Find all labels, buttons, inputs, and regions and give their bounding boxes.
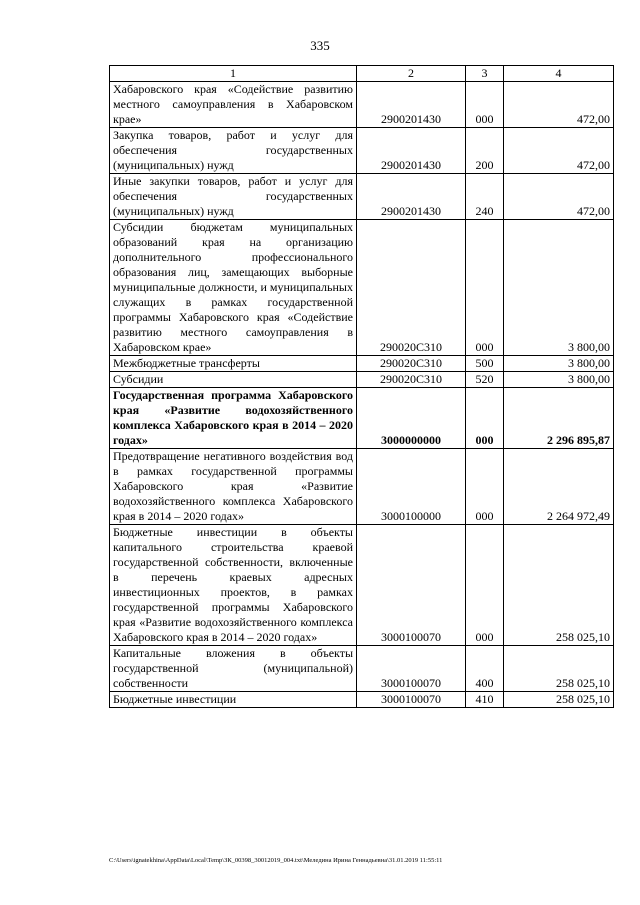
- row-amount: 2 296 895,87: [504, 388, 614, 449]
- row-amount: 258 025,10: [504, 692, 614, 708]
- budget-table: [109, 65, 614, 708]
- table-row: [110, 525, 614, 646]
- row-amount: 3 800,00: [504, 220, 614, 356]
- row-code: 2900201430: [357, 82, 466, 128]
- row-type: 200: [466, 128, 504, 174]
- row-code: 3000000000: [357, 388, 466, 449]
- header-col-2: 2: [357, 66, 466, 82]
- header-col-1: 1: [110, 66, 357, 82]
- row-amount: 472,00: [504, 82, 614, 128]
- table-row-program: [110, 388, 614, 449]
- table-row: [110, 356, 614, 372]
- row-amount: 258 025,10: [504, 646, 614, 692]
- row-amount: 472,00: [504, 174, 614, 220]
- row-name: Предотвращение негативного воздействия вод в рамках государственной программы Хабаровского края «Развитие водохозяйственного комплекса Хабаровского края в 2014 – 2020 годах»: [110, 449, 357, 525]
- row-name: Бюджетные инвестиции: [110, 692, 357, 708]
- row-name: Хабаровского края «Содействие развитию местного самоуправления в Хабаровском крае»: [110, 82, 357, 128]
- row-type: 240: [466, 174, 504, 220]
- row-amount: 3 800,00: [504, 372, 614, 388]
- row-code: 2900201430: [357, 174, 466, 220]
- row-name: Капитальные вложения в объекты государственной (муниципальной) собственности: [110, 646, 357, 692]
- table-row: [110, 372, 614, 388]
- row-code: 290020С310: [357, 372, 466, 388]
- table-row: [110, 449, 614, 525]
- row-type: 000: [466, 449, 504, 525]
- row-code: 3000100000: [357, 449, 466, 525]
- table-header-row: [110, 66, 614, 82]
- footer-file-path: C:\Users\ignatekhina\AppData\Local\Temp\ЗК_00398_30012019_004.txt\Меледина Ирина Геннадьевна\31.01.2019 11:55:11: [109, 857, 443, 864]
- table-row: [110, 646, 614, 692]
- page-number: 335: [310, 38, 330, 53]
- row-type: 400: [466, 646, 504, 692]
- row-code: 290020С310: [357, 220, 466, 356]
- row-code: 290020С310: [357, 356, 466, 372]
- table-row: [110, 692, 614, 708]
- row-code: 3000100070: [357, 525, 466, 646]
- row-name: Межбюджетные трансферты: [110, 356, 357, 372]
- row-type: 000: [466, 388, 504, 449]
- row-amount: 3 800,00: [504, 356, 614, 372]
- table-row: [110, 128, 614, 174]
- row-type: 520: [466, 372, 504, 388]
- row-type: 000: [466, 82, 504, 128]
- row-name: Государственная программа Хабаровского края «Развитие водохозяйственного комплекса Хабаровского края в 2014 – 2020 годах»: [110, 388, 357, 449]
- row-type: 000: [466, 220, 504, 356]
- row-code: 3000100070: [357, 646, 466, 692]
- row-type: 410: [466, 692, 504, 708]
- row-type: 500: [466, 356, 504, 372]
- row-name: Субсидии бюджетам муниципальных образований края на организацию дополнительного профессионального образования лиц, замещающих выборные муниципальные должности, и муниципальных служащих в рамках государственной программы Хабаровского края «Содействие развитию местного самоуправления в Хабаровском крае»: [110, 220, 357, 356]
- row-name: Иные закупки товаров, работ и услуг для обеспечения государственных (муниципальных) нужд: [110, 174, 357, 220]
- row-code: 3000100070: [357, 692, 466, 708]
- table-row: [110, 174, 614, 220]
- row-amount: 258 025,10: [504, 525, 614, 646]
- table-row: [110, 82, 614, 128]
- row-amount: 2 264 972,49: [504, 449, 614, 525]
- row-name: Закупка товаров, работ и услуг для обеспечения государственных (муниципальных) нужд: [110, 128, 357, 174]
- header-col-4: 4: [504, 66, 614, 82]
- row-name: Бюджетные инвестиции в объекты капитального строительства краевой государственной собственности, включенные в перечень краевых адресных инвестиционных проектов, в рамках государственной программы Хабаровского края «Развитие водохозяйственного комплекса Хабаровского края в 2014 – 2020 годах»: [110, 525, 357, 646]
- row-name: Субсидии: [110, 372, 357, 388]
- row-amount: 472,00: [504, 128, 614, 174]
- header-col-3: 3: [466, 66, 504, 82]
- row-type: 000: [466, 525, 504, 646]
- row-code: 2900201430: [357, 128, 466, 174]
- table-row: [110, 220, 614, 356]
